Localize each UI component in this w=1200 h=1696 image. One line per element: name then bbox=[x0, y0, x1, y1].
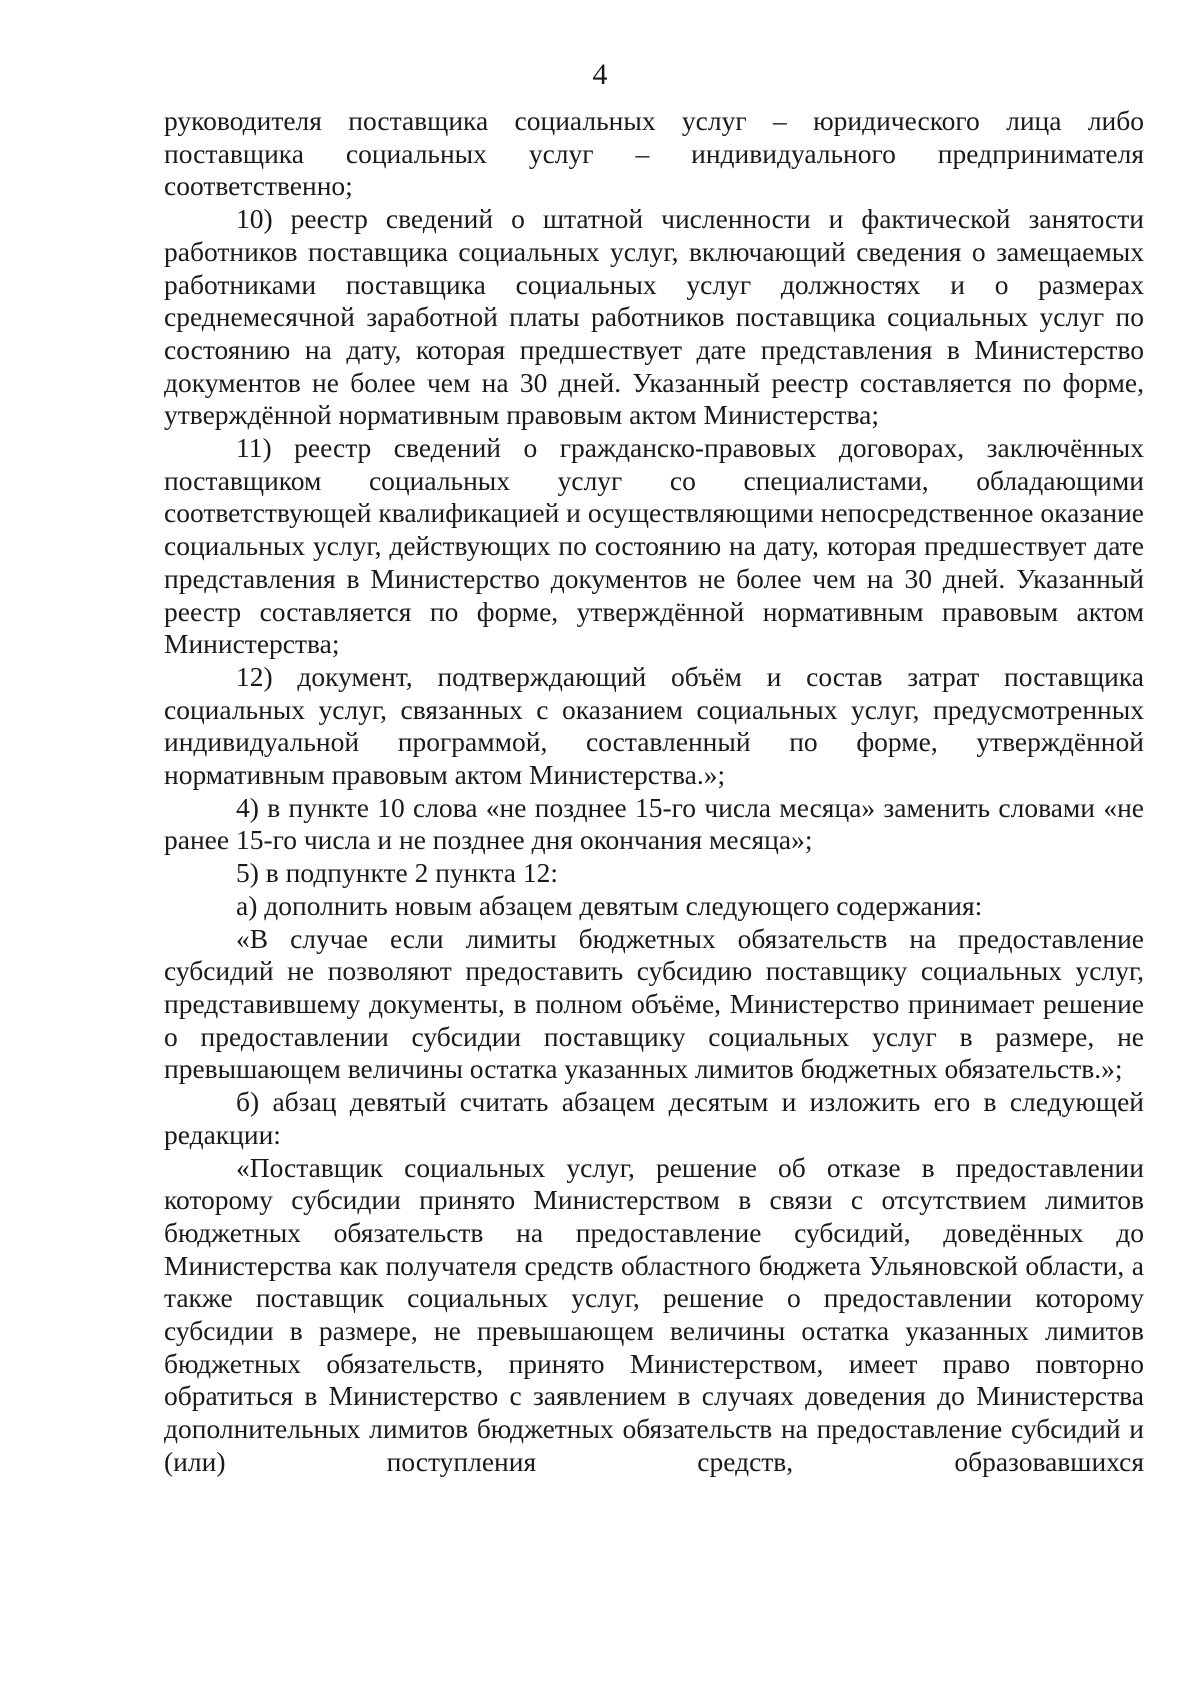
paragraph-item-10: 10) реестр сведений о штатной численности и фактической занятости работников поставщика социальных услуг, включающий сведения о замещаемых работниками поставщика социальных услуг должностях и о размерах среднемесячной заработной платы работников поставщика социальных услуг по состоянию на дату, которая предшествует дате представления в Министерство документов не более чем на 30 дней. Указанный реестр составляется по форме, утверждённой нормативным правовым актом Министерства; bbox=[164, 203, 1144, 431]
paragraph-item-12: 12) документ, подтверждающий объём и состав затрат поставщика социальных услуг, связанных с оказанием социальных услуг, предусмотренных индивидуальной программой, составленный по форме, утверждённой нормативным правовым актом Министерства.»; bbox=[164, 660, 1144, 791]
paragraph-amend-5b: б) абзац девятый считать абзацем десятым и изложить его в следующей редакции: bbox=[164, 1086, 1144, 1150]
page-number: 4 bbox=[592, 58, 608, 91]
paragraph-quote-2: «Поставщик социальных услуг, решение об отказе в предоставлении которому субсидии принято Министерством в связи с отсутствием лимитов бюджетных обязательств на предоставление субсидий, доведённых до Министерства как получателя средств областного бюджета Ульяновской области, а также поставщик социальных услуг, решение о предоставлении которому субсидии в размере, не превышающем величины остатка указанных лимитов бюджетных обязательств, принято Министерством, имеет право повторно обратиться в Министерство с заявлением в случаях доведения до Министерства дополнительных лимитов бюджетных обязательств на предоставление субсидий и (или) поступления средств, образовавшихся bbox=[164, 1151, 1144, 1477]
paragraph-amend-5: 5) в подпункте 2 пункта 12: bbox=[236, 857, 558, 889]
document-body bbox=[164, 105, 1144, 1479]
paragraph-amend-5a: а) дополнить новым абзацем девятым следующего содержания: bbox=[236, 889, 983, 921]
paragraph-quote-1: «В случае если лимиты бюджетных обязательств на предоставление субсидий не позволяют предоставить субсидию поставщику социальных услуг, представившему документы, в полном объёме, Министерство принимает решение о предоставлении субсидии поставщику социальных услуг в размере, не превышающем величины остатка указанных лимитов бюджетных обязательств.»; bbox=[164, 922, 1144, 1085]
paragraph-amend-4: 4) в пункте 10 слова «не позднее 15-го числа месяца» заменить словами «не ранее 15-го числа и не позднее дня окончания месяца»; bbox=[164, 791, 1144, 856]
paragraph-item-11: 11) реестр сведений о гражданско-правовых договорах, заключённых поставщиком социальных услуг со специалистами, обладающими соответствующей квалификацией и осуществляющими непосредственное оказание социальных услуг, действующих по состоянию на дату, которая предшествует дате представления в Министерство документов не более чем на 30 дней. Указанный реестр составляется по форме, утверждённой нормативным правовым актом Министерства; bbox=[164, 432, 1144, 660]
paragraph-continuation: руководителя поставщика социальных услуг – юридического лица либо поставщика социальных услуг – индивидуального предпринимателя соответственно; bbox=[164, 105, 1144, 202]
